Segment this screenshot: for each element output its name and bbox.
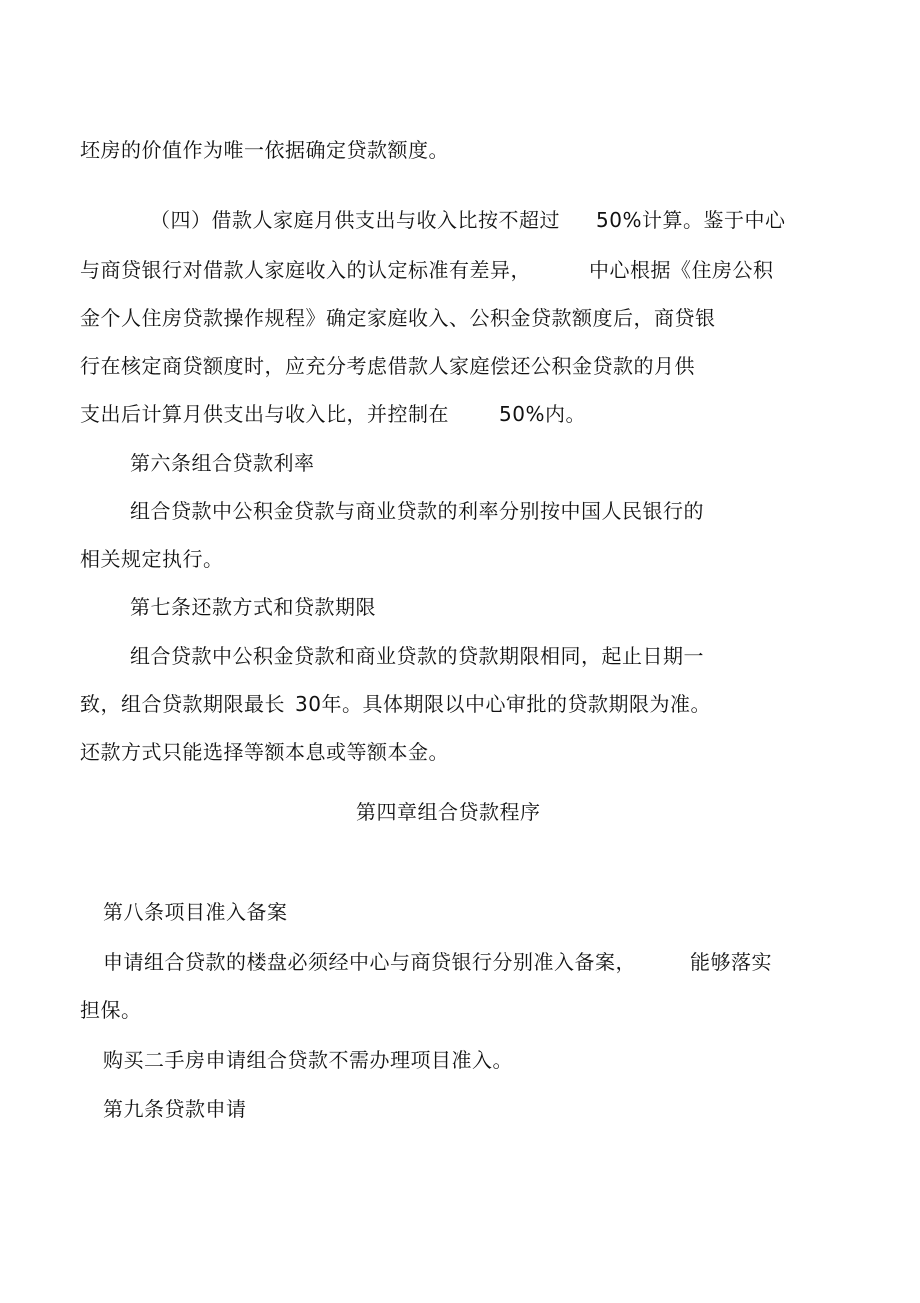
paragraph-line: [80, 401, 586, 427]
paragraph-line: 金个人住房贷款操作规程》确定家庭收入、公积金贷款额度后，商贷银: [80, 306, 716, 330]
paragraph-line: [150, 207, 785, 233]
paragraph-line: [103, 949, 772, 975]
paragraph-line: 行在核定商贷额度时，应充分考虑借款人家庭偿还公积金贷款的月供: [80, 354, 695, 378]
paragraph-line: 相关规定执行。: [80, 547, 224, 571]
article-9-heading: 第九条贷款申请: [103, 1097, 247, 1121]
paragraph-line: [80, 691, 711, 717]
text-run: 申请组合贷款的楼盘必须经中心与商贷银行分别准入备案，: [103, 950, 636, 974]
text-run: 50%内。: [499, 402, 586, 426]
text-run: 与商贷银行对借款人家庭收入的认定标准有差异，: [80, 258, 531, 282]
article-8-heading: 第八条项目准入备案: [103, 900, 288, 924]
text-run: 中心根据《住房公积: [589, 258, 774, 282]
paragraph-line: 还款方式只能选择等额本息或等额本金。: [80, 740, 449, 764]
text-run: 支出后计算月供支出与收入比，并控制在: [80, 402, 449, 426]
text-run: 30年。具体期限以中心审批的贷款期限为准。: [295, 692, 711, 716]
chapter-4-title: 第四章组合贷款程序: [356, 800, 541, 824]
paragraph-line: 组合贷款中公积金贷款与商业贷款的利率分别按中国人民银行的: [130, 499, 704, 523]
text-run: 能够落实: [690, 950, 772, 974]
text-run: 致，组合贷款期限最长: [80, 692, 285, 716]
paragraph-line: 购买二手房申请组合贷款不需办理项目准入。: [103, 1048, 513, 1072]
article-6-heading: 第六条组合贷款利率: [130, 451, 315, 475]
text-run: 50%计算。鉴于中心: [596, 208, 786, 232]
paragraph-line: 担保。: [80, 998, 142, 1022]
paragraph-line: 坯房的价值作为唯一依据确定贷款额度。: [80, 138, 449, 162]
article-7-heading: 第七条还款方式和贷款期限: [130, 595, 376, 619]
paragraph-line: [80, 257, 774, 283]
text-run: （四）借款人家庭月供支出与收入比按不超过: [150, 208, 560, 232]
paragraph-line: 组合贷款中公积金贷款和商业贷款的贷款期限相同，起止日期一: [130, 644, 704, 668]
